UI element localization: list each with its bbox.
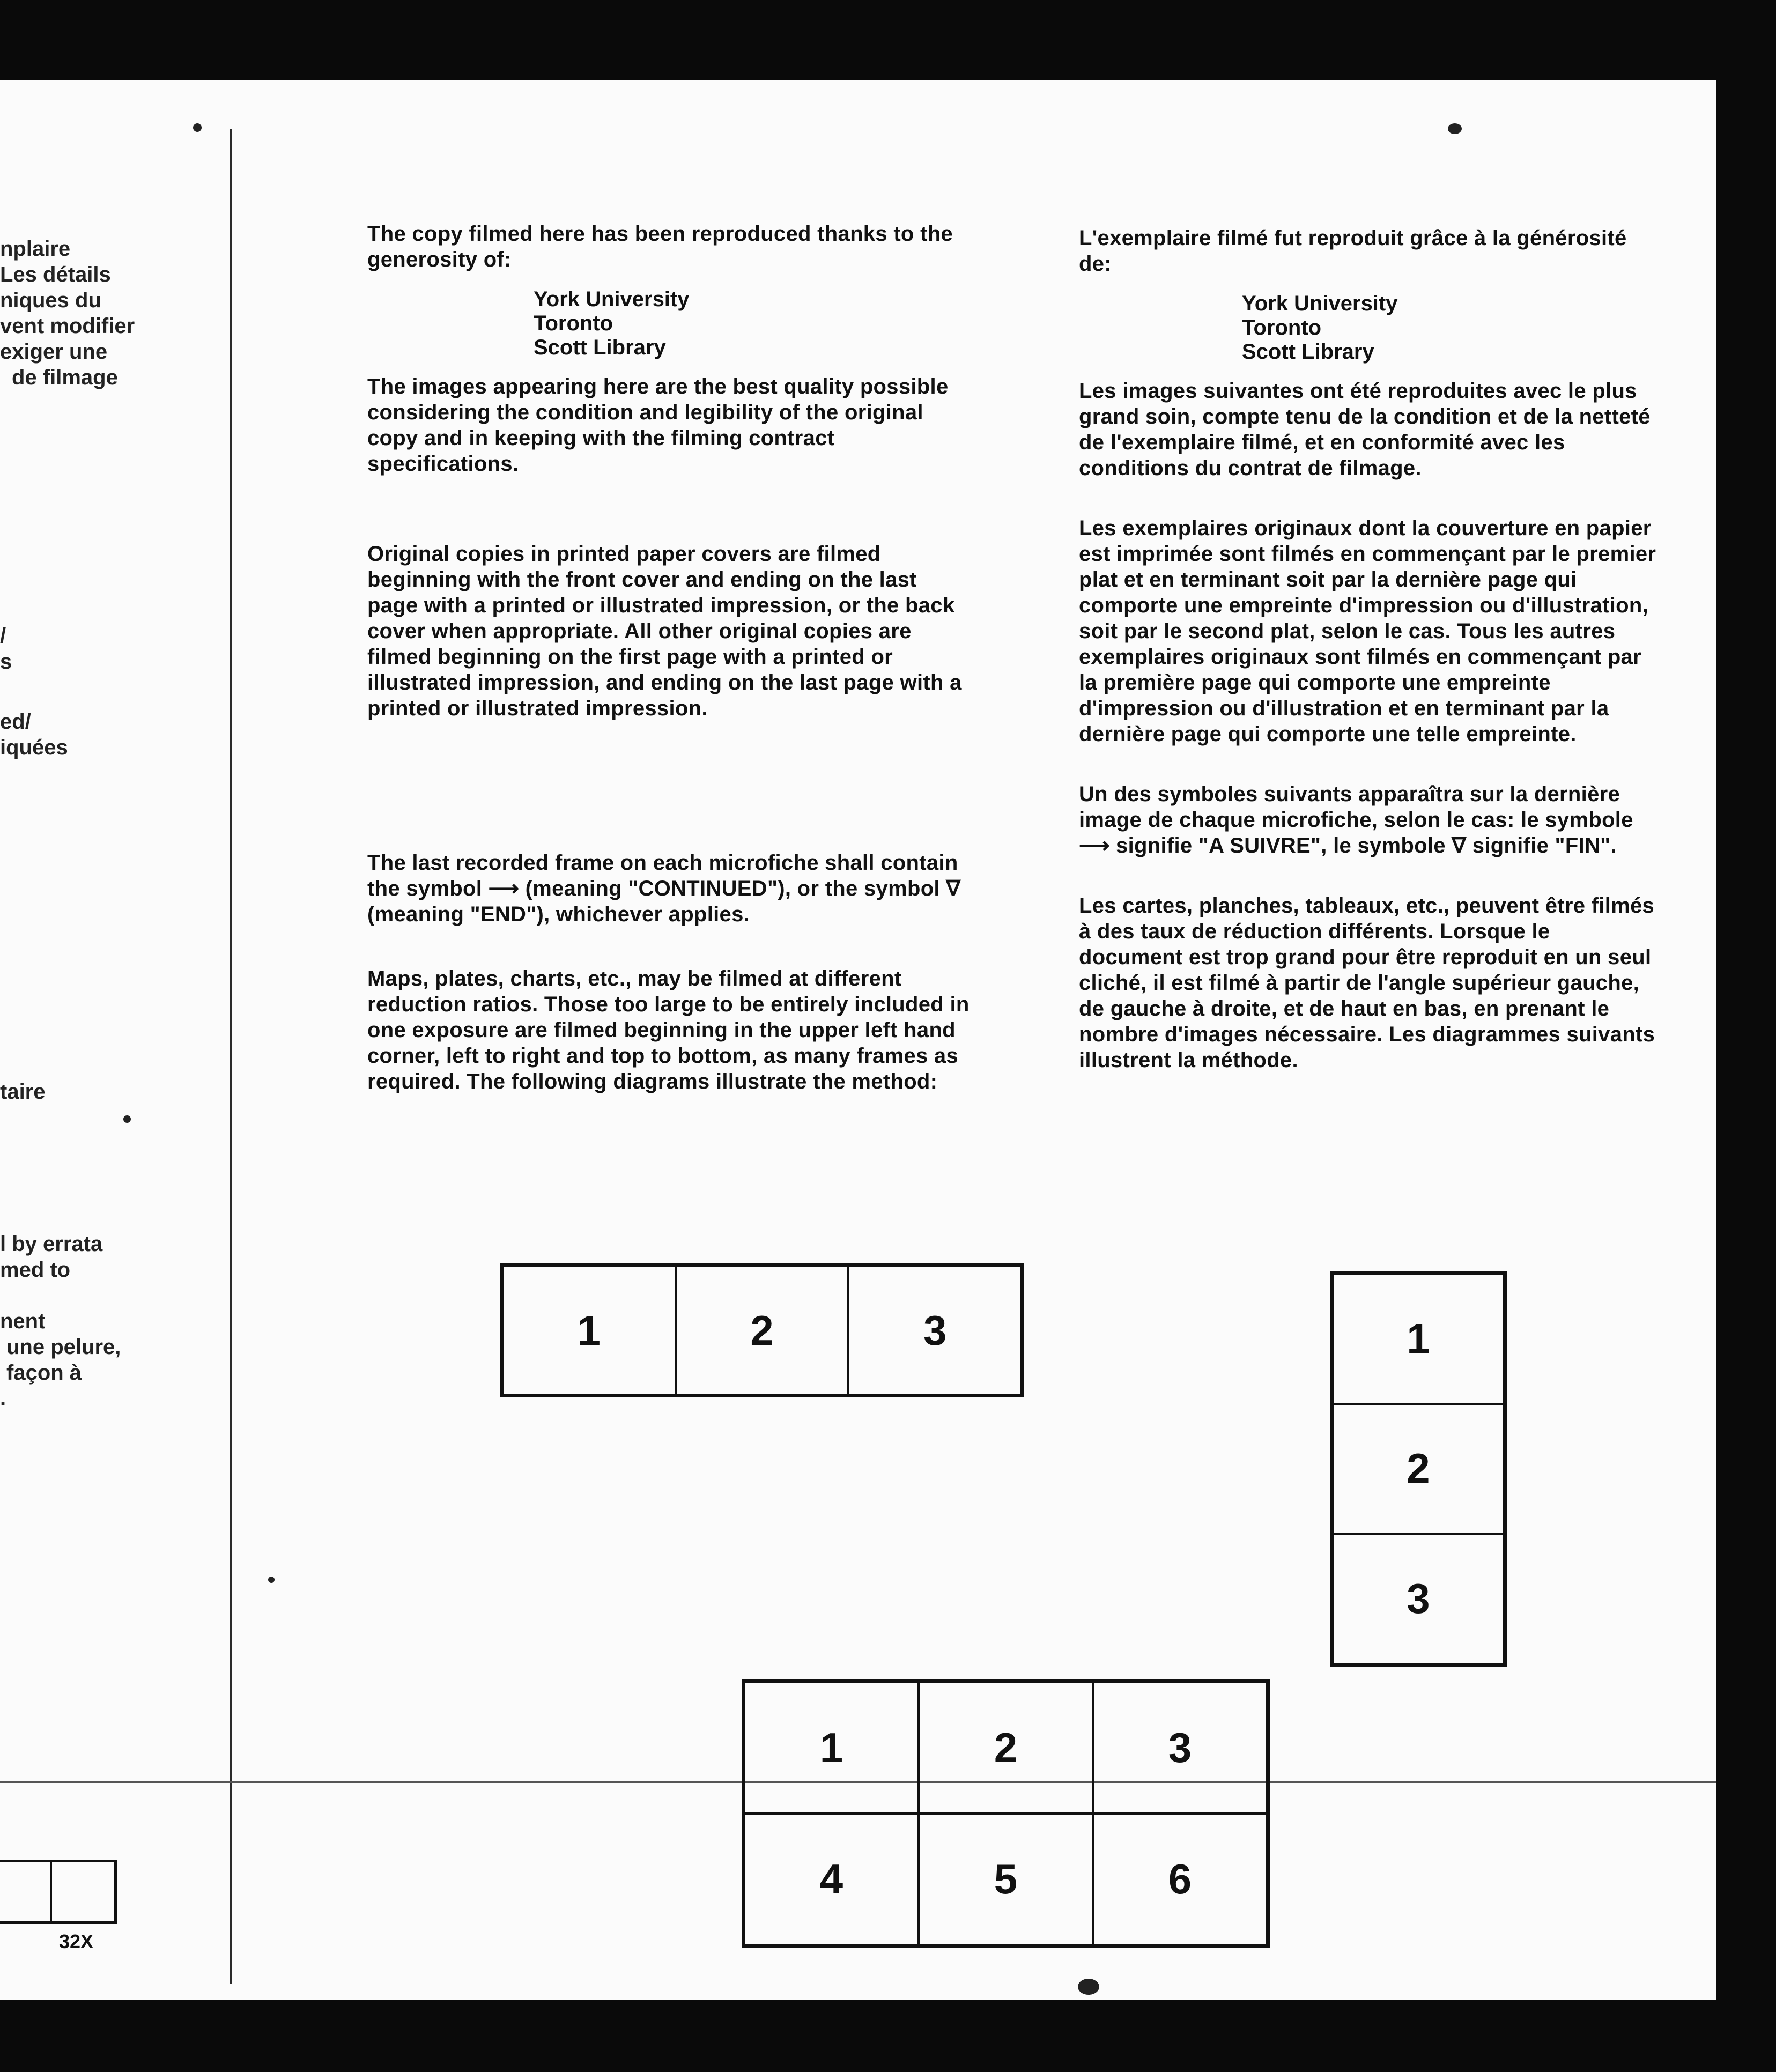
left-fragment: / [0, 624, 6, 648]
frame-cell: 4 [744, 1814, 919, 1945]
french-intro: L'exemplaire filmé fut reproduit grâce à la générosité de: [1079, 226, 1627, 276]
left-fragment: l by errata [0, 1232, 103, 1256]
grid-frame-diagram [742, 1679, 1270, 1948]
frame-cell: 1 [502, 1266, 676, 1395]
left-fragment: iquées [0, 736, 68, 759]
frame-cell: 1 [744, 1682, 919, 1814]
library-city: Toronto [1242, 316, 1322, 339]
left-fragment: ed/ [0, 710, 31, 734]
french-covers-paragraph: Les exemplaires originaux dont la couverture en papier est imprimée sont filmés en commençant par le premier plat et en terminant soit par la dernière page qui comporte une empreinte d'impression ou d'illustration, soit par le second plat, selon le cas. Tous les autres exemplaires originaux sont filmés en commençant par la première page qui comporte une empreinte d'impression ou d'illustration et en terminant par la dernière page qui comporte une telle empreinte. [1079, 516, 1656, 746]
dust-speck [1078, 1979, 1099, 1995]
left-fragment: s [0, 650, 12, 674]
library-city: Toronto [534, 312, 613, 335]
vertical-frame-diagram [1330, 1271, 1507, 1667]
dust-speck [1448, 123, 1462, 134]
left-fragment: Les détails [0, 263, 111, 286]
english-covers-paragraph: Original copies in printed paper covers are filmed beginning with the front cover and ending on the last page with a printed or illustrated impression, or the back cover when appropriate. All other original copies are filmed beginning on the first page with a printed or illustrated impression, and ending on the last page with a printed or illustrated impression. [367, 542, 962, 720]
frame-cell: 3 [848, 1266, 1022, 1395]
english-symbol-paragraph: The last recorded frame on each microfiche shall contain the symbol ⟶ (meaning "CONTINUED"), or the symbol ∇ (meaning "END"), whichever applies. [367, 851, 961, 926]
english-intro: The copy filmed here has been reproduced thanks to the generosity of: [367, 222, 953, 271]
left-fragment: nent [0, 1309, 46, 1333]
left-fragment: taire [0, 1080, 46, 1104]
frame-cell: 5 [919, 1814, 1093, 1945]
left-fragment: niques du [0, 288, 101, 312]
french-library-block [1242, 292, 1658, 364]
frame-cell: 1 [1333, 1274, 1504, 1404]
french-maps-paragraph: Les cartes, planches, tableaux, etc., peuvent être filmés à des taux de réduction différents. Lorsque le document est trop grand pour être reproduit en un seul cliché, il est filmé à partir de l'angle supérieur gauche, de gauche à droite, et de haut en bas, en prenant le nombre d'images nécessaire. Les diagrammes suivants illustrent la méthode. [1079, 894, 1655, 1072]
library-name: York University [1242, 292, 1398, 315]
column-rule [230, 129, 232, 1984]
english-maps-paragraph: Maps, plates, charts, etc., may be filmed at different reduction ratios. Those too large to be entirely included in one exposure are filmed beginning in the upper left hand corner, left to right and top to bottom, as many frames as required. The following diagrams illustrate the method: [367, 967, 970, 1093]
left-fragment: une pelure, [6, 1335, 121, 1359]
english-library-block [534, 287, 973, 360]
frame-cell: 2 [919, 1682, 1093, 1814]
english-column [367, 221, 973, 1094]
left-fragment: vent modifier [0, 314, 135, 338]
french-quality-paragraph: Les images suivantes ont été reproduites avec le plus grand soin, compte tenu de la condition et de la netteté de l'exemplaire filmé, et en conformité avec les conditions du contrat de filmage. [1079, 379, 1651, 480]
library-branch: Scott Library [1242, 340, 1374, 364]
left-fragment: med to [0, 1258, 71, 1282]
dust-speck [268, 1577, 275, 1583]
library-name: York University [534, 287, 690, 311]
frame-cell: 2 [676, 1266, 849, 1395]
dust-speck [123, 1115, 131, 1123]
left-fragment: de filmage [12, 366, 118, 389]
resolution-target [0, 1860, 117, 1924]
magnification-label: 32X [59, 1930, 94, 1952]
dust-speck [193, 123, 202, 132]
frame-cell: 6 [1093, 1814, 1267, 1945]
horizontal-frame-diagram [500, 1263, 1024, 1397]
french-symbol-paragraph: Un des symboles suivants apparaîtra sur la dernière image de chaque microfiche, selon le cas: le symbole ⟶ signifie "A SUIVRE", le symbole ∇ signifie "FIN". [1079, 782, 1633, 857]
left-fragment: . [0, 1387, 6, 1410]
left-fragment: nplaire [0, 237, 71, 261]
english-quality-paragraph: The images appearing here are the best quality possible considering the condition and legibility of the original copy and in keeping with the filming contract specifications. [367, 375, 949, 476]
left-fragment: façon à [6, 1361, 82, 1385]
frame-cell: 2 [1333, 1404, 1504, 1534]
french-column [1079, 225, 1658, 1073]
frame-cell: 3 [1333, 1534, 1504, 1664]
frame-cell: 3 [1093, 1682, 1267, 1814]
microfiche-page [0, 80, 1716, 2000]
left-fragment: exiger une [0, 340, 108, 364]
library-branch: Scott Library [534, 336, 666, 359]
